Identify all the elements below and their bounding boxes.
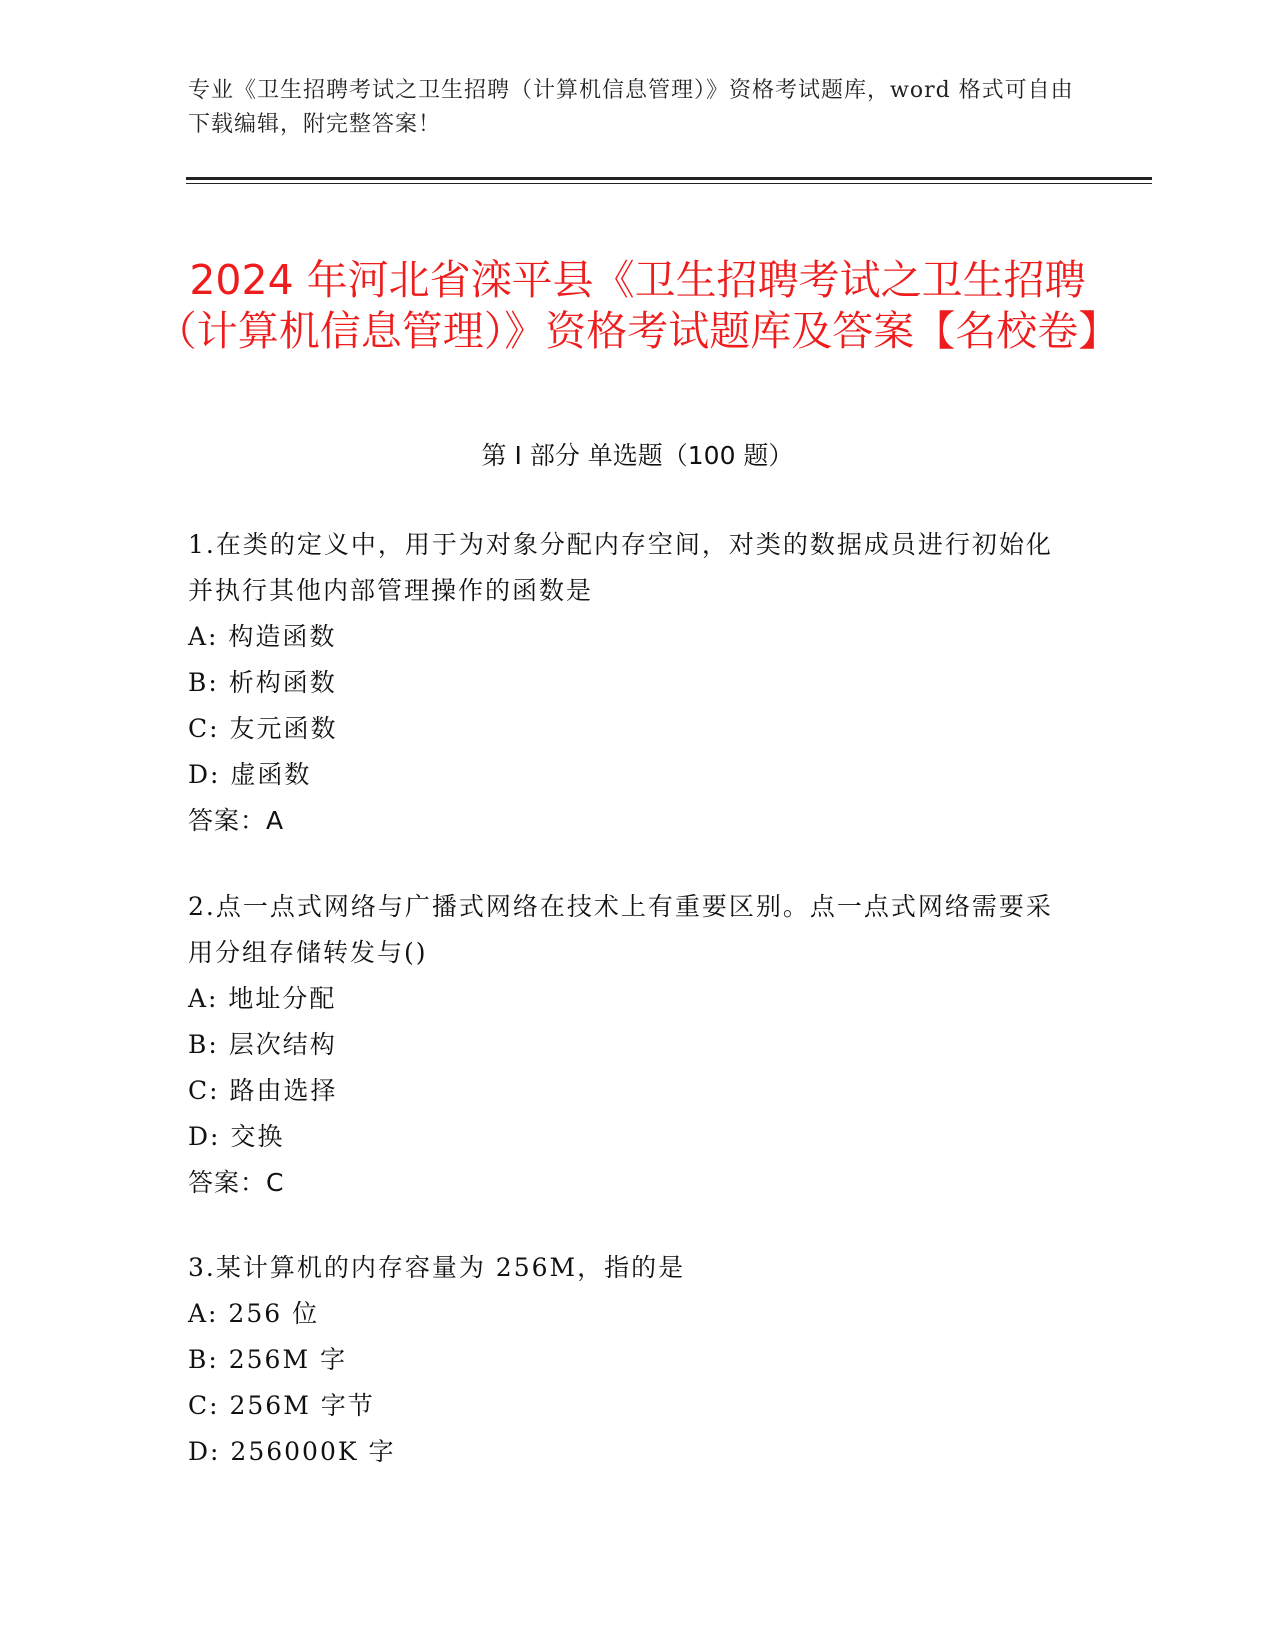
option-b: B: 256M 字 <box>188 1345 348 1374</box>
document-title: 2024 年河北省滦平县《卫生招聘考试之卫生招聘（计算机信息管理）》资格考试题库及答案【名校卷】 <box>155 256 1120 356</box>
question-1 <box>188 522 1068 844</box>
answer-text: 答案：C <box>188 1168 285 1197</box>
question-3 <box>188 1245 1068 1475</box>
option-a: A: 地址分配 <box>188 984 337 1013</box>
option-c: C: 路由选择 <box>188 1076 338 1105</box>
header-divider-thick <box>186 177 1152 180</box>
question-stem: 1.在类的定义中，用于为对象分配内存空间，对类的数据成员进行初始化并执行其他内部管理操作的函数是 <box>188 530 1053 605</box>
option-b: B: 析构函数 <box>188 668 337 697</box>
option-d: D: 256000K 字 <box>188 1437 396 1466</box>
option-d: D: 虚函数 <box>188 760 312 789</box>
option-c: C: 友元函数 <box>188 714 338 743</box>
option-b: B: 层次结构 <box>188 1030 337 1059</box>
option-a: A: 构造函数 <box>188 622 337 651</box>
header-divider-thin <box>186 183 1152 184</box>
answer-text: 答案：A <box>188 806 285 835</box>
header-note: 专业《卫生招聘考试之卫生招聘（计算机信息管理）》资格考试题库，word 格式可自由下载编辑，附完整答案！ <box>188 78 1074 137</box>
option-a: A: 256 位 <box>188 1299 320 1328</box>
option-d: D: 交换 <box>188 1122 285 1151</box>
question-stem: 2.点一点式网络与广播式网络在技术上有重要区别。点一点式网络需要采用分组存储转发与() <box>188 892 1053 967</box>
section-heading: 第 I 部分 单选题（100 题） <box>481 441 794 470</box>
option-c: C: 256M 字节 <box>188 1391 375 1420</box>
question-2 <box>188 884 1068 1206</box>
question-stem: 3.某计算机的内存容量为 256M，指的是 <box>188 1253 686 1282</box>
